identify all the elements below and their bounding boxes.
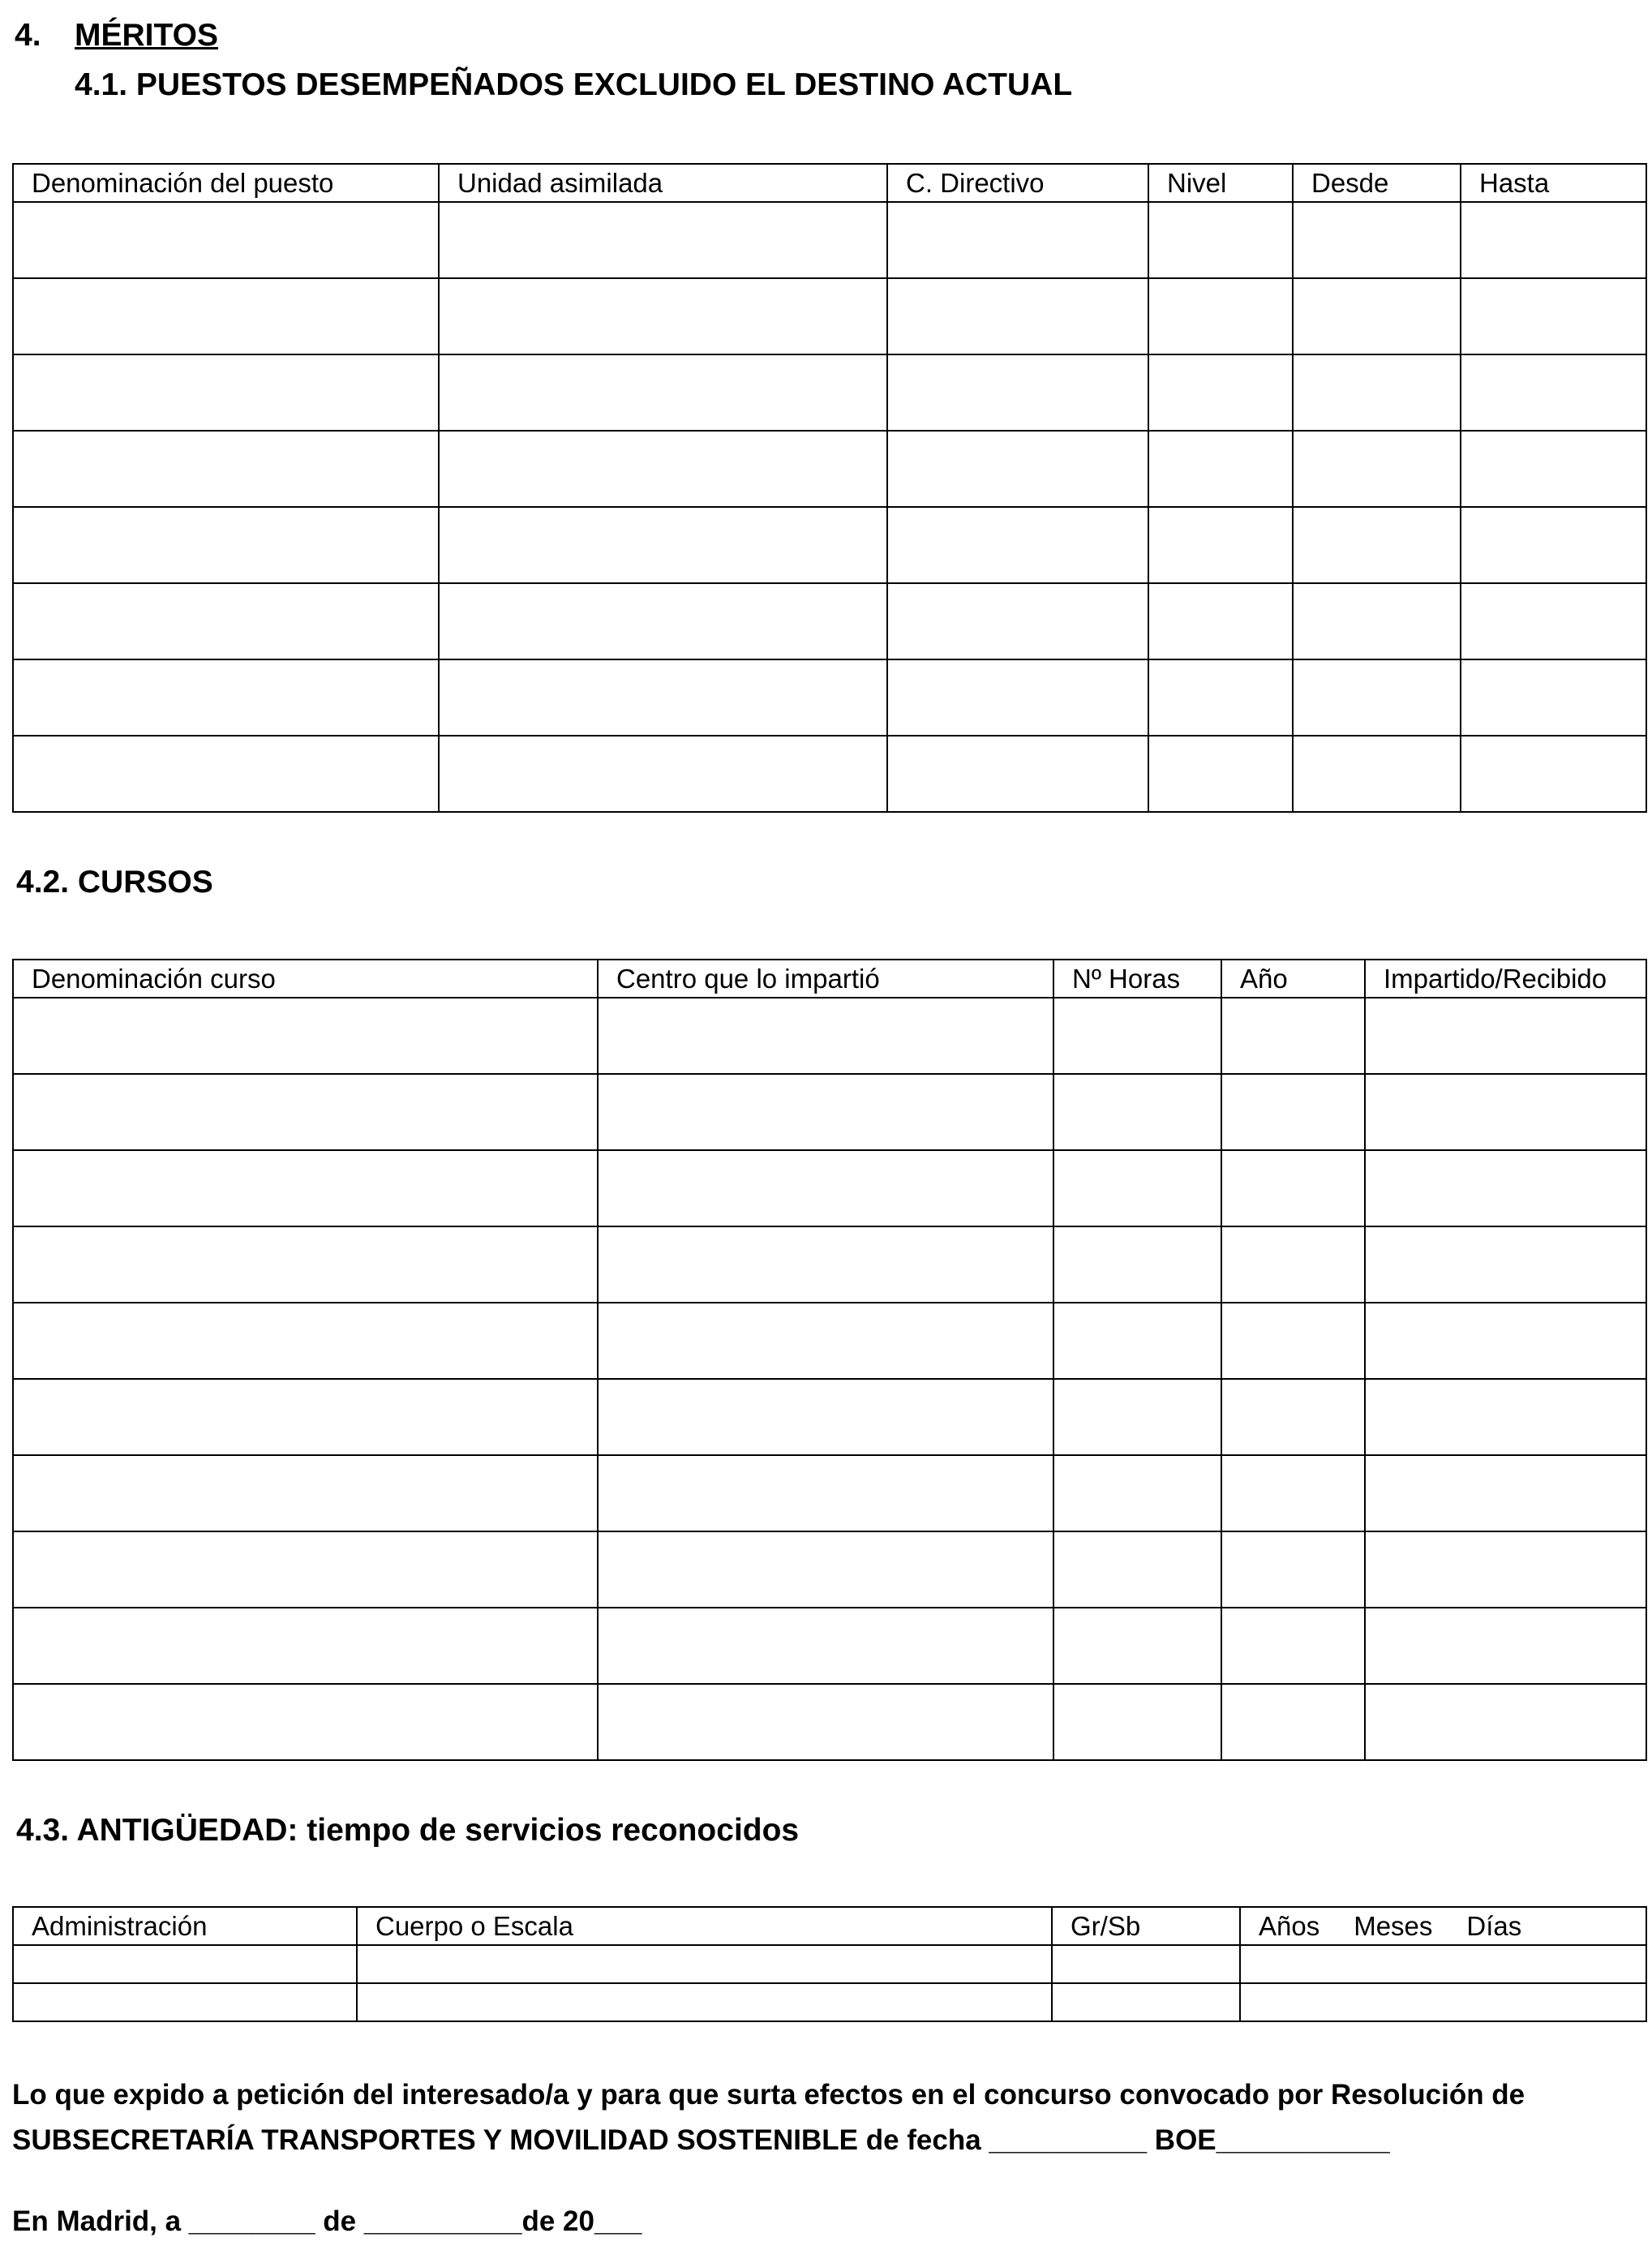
- blank-cell[interactable]: [1240, 1945, 1646, 1983]
- months-label: Meses: [1354, 1911, 1433, 1941]
- blank-cell[interactable]: [1293, 278, 1461, 354]
- column-header: Nº Horas: [1053, 960, 1221, 998]
- blank-cell[interactable]: [1221, 1303, 1365, 1379]
- blank-cell[interactable]: [887, 202, 1148, 278]
- blank-cell[interactable]: [1053, 1226, 1221, 1303]
- column-header: Desde: [1293, 164, 1461, 202]
- table-row: [13, 736, 1646, 812]
- blank-cell[interactable]: [1461, 278, 1646, 354]
- blank-cell[interactable]: [1365, 1150, 1646, 1226]
- blank-cell[interactable]: [1365, 1074, 1646, 1150]
- blank-cell[interactable]: [1053, 1303, 1221, 1379]
- blank-cell[interactable]: [1221, 1608, 1365, 1684]
- blank-cell[interactable]: [1365, 1226, 1646, 1303]
- blank-cell[interactable]: [1221, 1684, 1365, 1760]
- blank-cell[interactable]: [1293, 354, 1461, 431]
- blank-cell[interactable]: [1052, 1945, 1240, 1983]
- blank-cell[interactable]: [1221, 1150, 1365, 1226]
- table-row: [13, 583, 1646, 659]
- blank-cell[interactable]: [13, 1226, 598, 1303]
- blank-cell[interactable]: [598, 1226, 1053, 1303]
- days-label: Días: [1466, 1911, 1522, 1941]
- blank-cell[interactable]: [439, 202, 887, 278]
- seniority-table: [12, 1906, 1647, 2022]
- blank-cell[interactable]: [1148, 659, 1293, 736]
- blank-cell[interactable]: [1053, 1455, 1221, 1531]
- blank-cell[interactable]: [1461, 354, 1646, 431]
- table-row: [13, 659, 1646, 736]
- blank-cell[interactable]: [13, 736, 439, 812]
- blank-cell[interactable]: [13, 1983, 357, 2021]
- blank-cell[interactable]: [887, 278, 1148, 354]
- blank-cell[interactable]: [1053, 998, 1221, 1074]
- blank-cell[interactable]: [13, 1074, 598, 1150]
- blank-cell[interactable]: [357, 1983, 1052, 2021]
- blank-cell[interactable]: [13, 1684, 598, 1760]
- blank-cell[interactable]: [1053, 1608, 1221, 1684]
- blank-cell[interactable]: [1461, 736, 1646, 812]
- blank-cell[interactable]: [13, 1531, 598, 1608]
- blank-cell[interactable]: [439, 507, 887, 583]
- blank-cell[interactable]: [13, 1303, 598, 1379]
- blank-cell[interactable]: [1365, 998, 1646, 1074]
- blank-cell[interactable]: [1240, 1983, 1646, 2021]
- blank-cell[interactable]: [1148, 354, 1293, 431]
- subsection-41-title: 4.1. PUESTOS DESEMPEÑADOS EXCLUIDO EL DESTINO ACTUAL: [75, 67, 1073, 102]
- column-header: Impartido/Recibido: [1365, 960, 1646, 998]
- blank-cell[interactable]: [1148, 278, 1293, 354]
- blank-cell[interactable]: [1293, 659, 1461, 736]
- table-header-row: [13, 164, 1646, 202]
- blank-cell[interactable]: [1221, 1226, 1365, 1303]
- blank-cell[interactable]: [1221, 998, 1365, 1074]
- blank-cell[interactable]: [1365, 1684, 1646, 1760]
- date-place-line[interactable]: En Madrid, a ________ de __________de 20___: [12, 2205, 642, 2237]
- blank-cell[interactable]: [1148, 736, 1293, 812]
- blank-cell[interactable]: [887, 659, 1148, 736]
- column-header: C. Directivo: [887, 164, 1148, 202]
- table-row: [13, 1150, 1646, 1226]
- blank-cell[interactable]: [1461, 202, 1646, 278]
- blank-cell[interactable]: [1365, 1531, 1646, 1608]
- blank-cell[interactable]: [1148, 431, 1293, 507]
- column-header: Unidad asimilada: [439, 164, 887, 202]
- blank-cell[interactable]: [1053, 1150, 1221, 1226]
- column-header: Hasta: [1461, 164, 1646, 202]
- blank-cell[interactable]: [13, 998, 598, 1074]
- blank-cell[interactable]: [13, 1455, 598, 1531]
- table-row: [13, 1531, 1646, 1608]
- subsection-42-title: 4.2. CURSOS: [16, 865, 213, 900]
- blank-cell[interactable]: [1461, 507, 1646, 583]
- table-row: [13, 1074, 1646, 1150]
- years-label: Años: [1259, 1911, 1320, 1941]
- blank-cell[interactable]: [887, 507, 1148, 583]
- blank-cell[interactable]: [439, 736, 887, 812]
- statement-paragraph: [12, 2072, 1644, 2163]
- table-row: [13, 354, 1646, 431]
- blank-cell[interactable]: [1148, 507, 1293, 583]
- column-header: Nivel: [1148, 164, 1293, 202]
- blank-cell[interactable]: [13, 354, 439, 431]
- section-heading: [15, 18, 339, 58]
- table-row: [13, 1303, 1646, 1379]
- blank-cell[interactable]: [1221, 1074, 1365, 1150]
- blank-cell[interactable]: [13, 1608, 598, 1684]
- blank-cell[interactable]: [887, 354, 1148, 431]
- section-title: MÉRITOS: [75, 18, 218, 53]
- blank-cell[interactable]: [13, 1379, 598, 1455]
- statement-line-1: Lo que expido a petición del interesado/a y para que surta efectos en el concurso convocado por Resolución de: [12, 2079, 1525, 2111]
- table-row: [13, 278, 1646, 354]
- blank-cell[interactable]: [1052, 1983, 1240, 2021]
- blank-cell[interactable]: [1461, 583, 1646, 659]
- blank-cell[interactable]: [13, 583, 439, 659]
- subsection-43-title: 4.3. ANTIGÜEDAD: tiempo de servicios reconocidos: [16, 1813, 800, 1848]
- table-row: [13, 1684, 1646, 1760]
- blank-cell[interactable]: [1293, 202, 1461, 278]
- blank-cell[interactable]: [1293, 583, 1461, 659]
- column-header: Denominación del puesto: [13, 164, 439, 202]
- column-header: Administración: [13, 1907, 357, 1945]
- blank-cell[interactable]: [13, 1150, 598, 1226]
- table-row: [13, 1608, 1646, 1684]
- blank-cell[interactable]: [1365, 1379, 1646, 1455]
- blank-cell[interactable]: [13, 507, 439, 583]
- blank-cell[interactable]: [598, 998, 1053, 1074]
- blank-cell[interactable]: [1461, 431, 1646, 507]
- column-header: Año: [1221, 960, 1365, 998]
- blank-cell[interactable]: [439, 278, 887, 354]
- blank-cell[interactable]: [1053, 1074, 1221, 1150]
- courses-table: [12, 959, 1647, 1761]
- blank-cell[interactable]: [598, 1150, 1053, 1226]
- blank-cell[interactable]: [1293, 507, 1461, 583]
- blank-cell[interactable]: [357, 1945, 1052, 1983]
- blank-cell[interactable]: [439, 354, 887, 431]
- table-row: [13, 202, 1646, 278]
- blank-cell[interactable]: [1053, 1379, 1221, 1455]
- table-header-row: [13, 960, 1646, 998]
- blank-cell[interactable]: [1221, 1379, 1365, 1455]
- column-header: Cuerpo o Escala: [357, 1907, 1052, 1945]
- column-header: Gr/Sb: [1052, 1907, 1240, 1945]
- blank-cell[interactable]: [598, 1379, 1053, 1455]
- blank-cell[interactable]: [13, 202, 439, 278]
- table-row: [13, 1945, 1646, 1983]
- table-header-row: [13, 1907, 1646, 1945]
- blank-cell[interactable]: [1053, 1684, 1221, 1760]
- blank-cell[interactable]: [1293, 431, 1461, 507]
- blank-cell[interactable]: [887, 583, 1148, 659]
- column-header-duration: [1240, 1907, 1646, 1945]
- table-row: [13, 507, 1646, 583]
- blank-cell[interactable]: [1148, 202, 1293, 278]
- blank-cell[interactable]: [1221, 1455, 1365, 1531]
- table-row: [13, 431, 1646, 507]
- blank-cell[interactable]: [1365, 1608, 1646, 1684]
- blank-cell[interactable]: [598, 1608, 1053, 1684]
- blank-cell[interactable]: [439, 431, 887, 507]
- blank-cell[interactable]: [1365, 1303, 1646, 1379]
- table-row: [13, 998, 1646, 1074]
- blank-cell[interactable]: [1148, 583, 1293, 659]
- table-row: [13, 1455, 1646, 1531]
- statement-line-2: SUBSECRETARÍA TRANSPORTES Y MOVILIDAD SOSTENIBLE de fecha __________ BOE___________: [12, 2124, 1390, 2156]
- blank-cell[interactable]: [1365, 1455, 1646, 1531]
- blank-cell[interactable]: [598, 1455, 1053, 1531]
- blank-cell[interactable]: [598, 1531, 1053, 1608]
- blank-cell[interactable]: [598, 1684, 1053, 1760]
- section-number: 4.: [15, 18, 41, 53]
- table-row: [13, 1226, 1646, 1303]
- blank-cell[interactable]: [1221, 1531, 1365, 1608]
- blank-cell[interactable]: [887, 736, 1148, 812]
- blank-cell[interactable]: [439, 583, 887, 659]
- column-header: Centro que lo impartió: [598, 960, 1053, 998]
- positions-table: [12, 163, 1647, 813]
- blank-cell[interactable]: [13, 1945, 357, 1983]
- table-row: [13, 1379, 1646, 1455]
- blank-cell[interactable]: [1053, 1531, 1221, 1608]
- blank-cell[interactable]: [1293, 736, 1461, 812]
- blank-cell[interactable]: [13, 431, 439, 507]
- table-row: [13, 1983, 1646, 2021]
- blank-cell[interactable]: [887, 431, 1148, 507]
- blank-cell[interactable]: [13, 659, 439, 736]
- blank-cell[interactable]: [439, 659, 887, 736]
- blank-cell[interactable]: [598, 1074, 1053, 1150]
- blank-cell[interactable]: [598, 1303, 1053, 1379]
- blank-cell[interactable]: [1461, 659, 1646, 736]
- blank-cell[interactable]: [13, 278, 439, 354]
- column-header: Denominación curso: [13, 960, 598, 998]
